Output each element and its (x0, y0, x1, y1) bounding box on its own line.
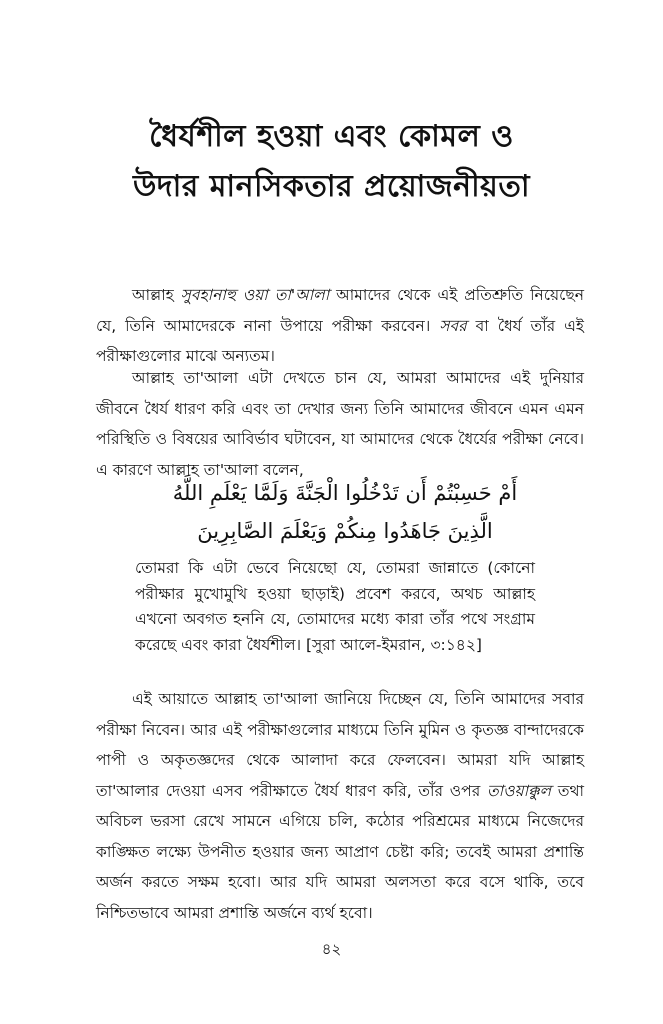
arabic-verse-line-1: أَمْ حَسِبْتُمْ أَن تَدْخُلُوا الْجَنَّةَ وَلَمَّا يَعْلَمِ اللَّهُ (172, 481, 518, 505)
paragraph-3-italic: তাওয়াক্কুল (486, 781, 552, 800)
paragraph-3-text-b: তথা অবিচল ভরসা রেখে সামনে এগিয়ে চলি, কঠোর পরিশ্রমের মাধ্যমে নিজেদের কাঙ্ক্ষিত লক্ষ্যে উপনীত হওয়ার জন্য আপ্রাণ চেষ্টা করি; তবেই আমরা প্রশান্তি অর্জন করতে সক্ষম হবো। আর যদি আমরা অলসতা করে বসে থাকি, তবে নিশ্চিতভাবে আমরা প্রশান্তি অর্জনে ব্যর্থ হবো। (96, 781, 585, 922)
paragraph-3 (96, 684, 584, 928)
paragraph-3-text-a: এই আয়াতে আল্লাহ তা'আলা জানিয়ে দিচ্ছেন যে, তিনি আমাদের সবার পরীক্ষা নিবেন। আর এই পরীক্ষাগুলোর মাধ্যমে তিনি মুমিন ও কৃতজ্ঞ বান্দাদেরকে পাপী ও অকৃতজ্ঞদের থেকে আলাদা করে ফেলবেন। আমরা যদি আল্লাহ তা'আলার দেওয়া এসব পরীক্ষাতে ধৈর্য ধারণ করি, তাঁর ওপর (96, 690, 584, 800)
paragraph-1-text-b: আমাদের থেকে এই প্রতিশ্রুতি নিয়েছেন যে, তিনি আমাদেরকে নানা উপায়ে পরীক্ষা করবেন। (96, 286, 584, 335)
chapter-title (0, 112, 663, 212)
verse-translation: তোমরা কি এটা ভেবে নিয়েছো যে, তোমরা জান্নাতে (কোনো পরীক্ষার মুখোমুখি হওয়া ছাড়াই) প্রবেশ করবে, অথচ আল্লাহ এখনো অবগত হননি যে, তোমাদের মধ্যে কারা তাঁর পথে সংগ্রাম করেছে এবং কারা ধৈর্যশীল। [সুরা আলে-ইমরান, ৩:১৪২] (135, 559, 535, 654)
page-number: ৪২ (321, 940, 342, 958)
paragraph-2 (96, 363, 584, 485)
paragraph-1-italic-a: সুবহানাহু ওয়া তা'আলা (180, 286, 330, 304)
arabic-verse-line-2: الَّذِينَ جَاهَدُوا مِنكُمْ وَيَعْلَمَ الصَّابِرِينَ (197, 519, 493, 543)
paragraph-1-italic-b: সবর (439, 316, 467, 335)
paragraph-1 (96, 280, 584, 372)
chapter-title-line-2: উদার মানসিকতার প্রয়োজনীয়তা (132, 169, 531, 204)
paragraph-1-text-a: আল্লাহ (132, 286, 181, 304)
arabic-verse (130, 474, 560, 550)
chapter-title-line-1: ধৈর্যশীল হওয়া এবং কোমল ও (149, 119, 514, 154)
paragraph-2-text: আল্লাহ তা'আলা এটা দেখতে চান যে, আমরা আমাদের এই দুনিয়ার জীবনে ধৈর্য ধারণ করি এবং তা দেখার জন্য তিনি আমাদের জীবনে এমন এমন পরিস্থিতি ও বিষয়ের আবির্ভাব ঘটাবেন, যা আমাদের থেকে ধৈর্যের পরীক্ষা নেবে। এ কারণে আল্লাহ তা'আলা বলেন, (96, 369, 584, 479)
paragraph-1-text-c: বা ধৈর্য তাঁর এই পরীক্ষাগুলোর মাঝে অন্যতম। (96, 316, 584, 365)
